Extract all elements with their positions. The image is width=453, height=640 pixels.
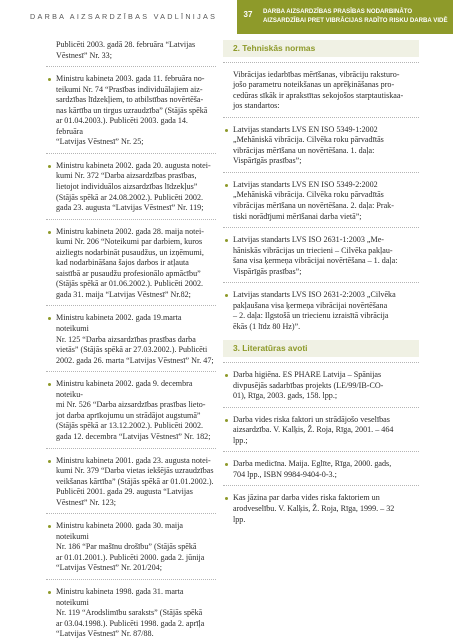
section-intro [233,70,419,112]
list-item-text: Ministru kabineta 2000. gada 30. maija noteikumi Nr. 186 “Par mašīnu drošību” (Stājās spēkā ar 01.01.2001.). Publicēti 2000. gada 2. jūnija “Latvijas Vēstnesī” Nr. 201/204; [56,521,205,573]
chapter-title [263,7,448,25]
list-item-text: Latvijas standarts LVS EN ISO 5349-1:2002 „Mehāniskā vibrācija. Cilvēka roku pārvadītās vibrācijas mērīšana un novērtēšana. 1. daļa: Vispārīgās prasības”; [233,124,384,166]
list-item-text: Ministru kabineta 1998. gada 31. marta noteikumi Nr. 119 “Arodslimību saraksts” (Stājās spēkā ar 03.04.1998.). Publicēti 1998. gada 2. aprīļa “Latvijas Vēstnesī” Nr. 87/88. [56,586,205,639]
section-heading-technical-norms: 2. Tehniskās normas [223,40,419,57]
list-item [233,493,419,525]
list-item-text: Darba medicīna. Maija. Eglīte, Rīga, 2000. gads, 704 lpp., ISBN 9984-9404-0-3.; [233,459,392,479]
list-item-text: Latvijas standarts LVS EN ISO 5349-2:2002 „Mehāniskā vibrācija. Cilvēka roku pārvadītās vibrācijas mērīšana un novērtēšana. 2. daļa: Prak- tiski norādījumi mērīšanai darba vietā”; [233,179,394,221]
list-item [56,521,216,574]
divider [223,227,419,228]
section-heading-literature: 3. Literatūras avoti [223,340,419,357]
right-column [233,40,419,525]
list-item-text: Ministru kabineta 2002. gada 9. decembra noteiku- mi Nr. 526 “Darba aizsardzības prasības lieto- jot darba aprīkojumu un strādājot augstumā” (Stājās spēkā ar 13.12.2002.). Publicēti 2002. gada 12. decembra “Latvijas Vēstnesī” Nr. 182; [56,379,211,441]
list-item [56,313,216,366]
divider [223,62,419,63]
header-chapter-box [259,0,453,34]
document-title: DARBA AIZSARDZĪBAS VADLĪNIJAS [30,12,218,21]
list-item-text: Ministru kabineta 2002. gada 20. augusta notei- kumi Nr. 372 “Darba aizsardzības prasības, lietojot individuālos aizsardzības līdzekļus” (Stājās spēkā ar 24.08.2002.). Publicēti 2002. gada 23. augusta “Latvijas Vēstnesī” Nr. 119; [56,160,211,213]
left-column [56,40,216,640]
section-intro-text: Vibrācijas iedarbības mērīšanas, vibrāciju raksturo- jošo parametru noteikšanas un aprēķināšanas pro- cedūras sīkāk ir aprakstītas sekojošos starptautiskaa- jos standartos: [233,69,404,111]
list-item-text: Ministru kabineta 2002. gada 28. maija notei- kumi Nr. 206 “Noteikumi par darbiem, kuros aizliegts nodarbināt pusaudžus, un izņēmumi, kad nodarbināšana šajos darbos ir atļauta saistībā ar pusaudžu profesionālo apmācību” (Stājās spēkā ar 01.06.2002.). Publicēti 2002. gada 31. maija “Latvijas Vēstnesī” Nr.82; [56,226,204,299]
divider [46,513,216,514]
divider [46,66,216,67]
list-item [56,74,216,148]
list-item [56,379,216,442]
list-item-text: Ministru kabineta 2003. gada 11. februāra no- teikumi Nr. 74 “Prasības individuālajiem aiz- sardzības līdzekļiem, to atbilstības novērtēša- nas kārtība un tirgus uzraudzība” (Stājās spēkā ar 01.04.2003.). Publicēti 2003. gada 14. februāra “Latvijas Vēstnesī” Nr. 25; [56,74,208,147]
list-item [56,587,216,640]
divider [46,371,216,372]
divider [46,305,216,306]
list-item-text: Darba higiēna. ES PHARE Latvija – Spānijas divpusējās sadarbības projekts (LE/99/IB-CO- 01), Rīga, 2003. gads, 158. lpp.; [233,370,384,401]
list-item-text: Ministru kabineta 2002. gada 19.marta noteikumi Nr. 125 “Darba aizsardzības prasības darba vietās” (Stājās spēkā ar 27.03.2002.). Publicēti 2002. gada 26. marta “Latvijas Vēstnesī” Nr. 47; [56,313,214,365]
divider [46,219,216,220]
list-item [233,235,419,277]
divider [223,451,419,452]
list-item [56,227,216,301]
chapter-title-line1: DARBA AIZSARDZĪBAS PRASĪBAS NODARBINĀTO [263,8,413,15]
divider [223,362,419,363]
list-item-text: Darba vides riska faktori un strādājošo veselības aizsardzība. V. Kalķis, Ž. Roja, Rīga, 2001. – 464 lpp.; [233,414,394,445]
divider [223,172,419,173]
page-header [0,0,453,34]
divider [223,485,419,486]
list-item-text: Ministru kabineta 2001. gada 23. augusta notei- kumi Nr. 379 “Darba vietas iekšējās uzraudzības veikšanas kārtība” (Stājās spēkā ar 01.01.2002.). Publicēti 2001. gada 29. augusta “Latvijas Vēstnesī” Nr. 123; [56,455,214,507]
divider [46,153,216,154]
header-left [0,0,237,34]
list-item [56,161,216,214]
page-number: 37 [237,0,259,34]
list-item-text: Latvijas standarts LVS ISO 2631-2:2003 „Cilvēka pakļaušana visa ķermeņa vibrācijai novērtēšana – 2. daļa: Ilgstošā un triecienu izraisītā vibrācija ēkās (1 līdz 80 Hz)”. [233,290,396,331]
chapter-title-line2: AIZSARDZĪBAI PRET VIBRĀCIJAS RADĪTO RISKU DARBA VIDĒ [263,17,448,24]
list-item-text: Latvijas standarts LVS ISO 2631-1:2003 „Me- hāniskās vibrācijas un triecieni – Cilvēka pakļau- šana visa ķermeņa vibrācijai novērtēšana – 1. daļa: Vispārīgās prasības”; [233,235,398,276]
divider [223,282,419,283]
list-item [56,40,216,61]
list-item [233,370,419,402]
list-item-text: Publicēti 2003. gadā 28. februāra “Latvijas Vēstnesī” Nr. 33; [56,40,196,60]
divider [223,117,419,118]
divider [46,448,216,449]
list-item [233,415,419,447]
list-item [56,456,216,509]
divider [46,579,216,580]
list-item [233,125,419,167]
list-item [233,459,419,480]
list-item [233,290,419,332]
list-item [233,180,419,222]
spacer [233,332,419,340]
divider [223,407,419,408]
list-item-text: Kas jāzina par darba vides riska faktoriem un arodveselību. V. Kalķis, Ž. Roja, Rīga, 1999. – 32 lpp. [233,493,395,524]
